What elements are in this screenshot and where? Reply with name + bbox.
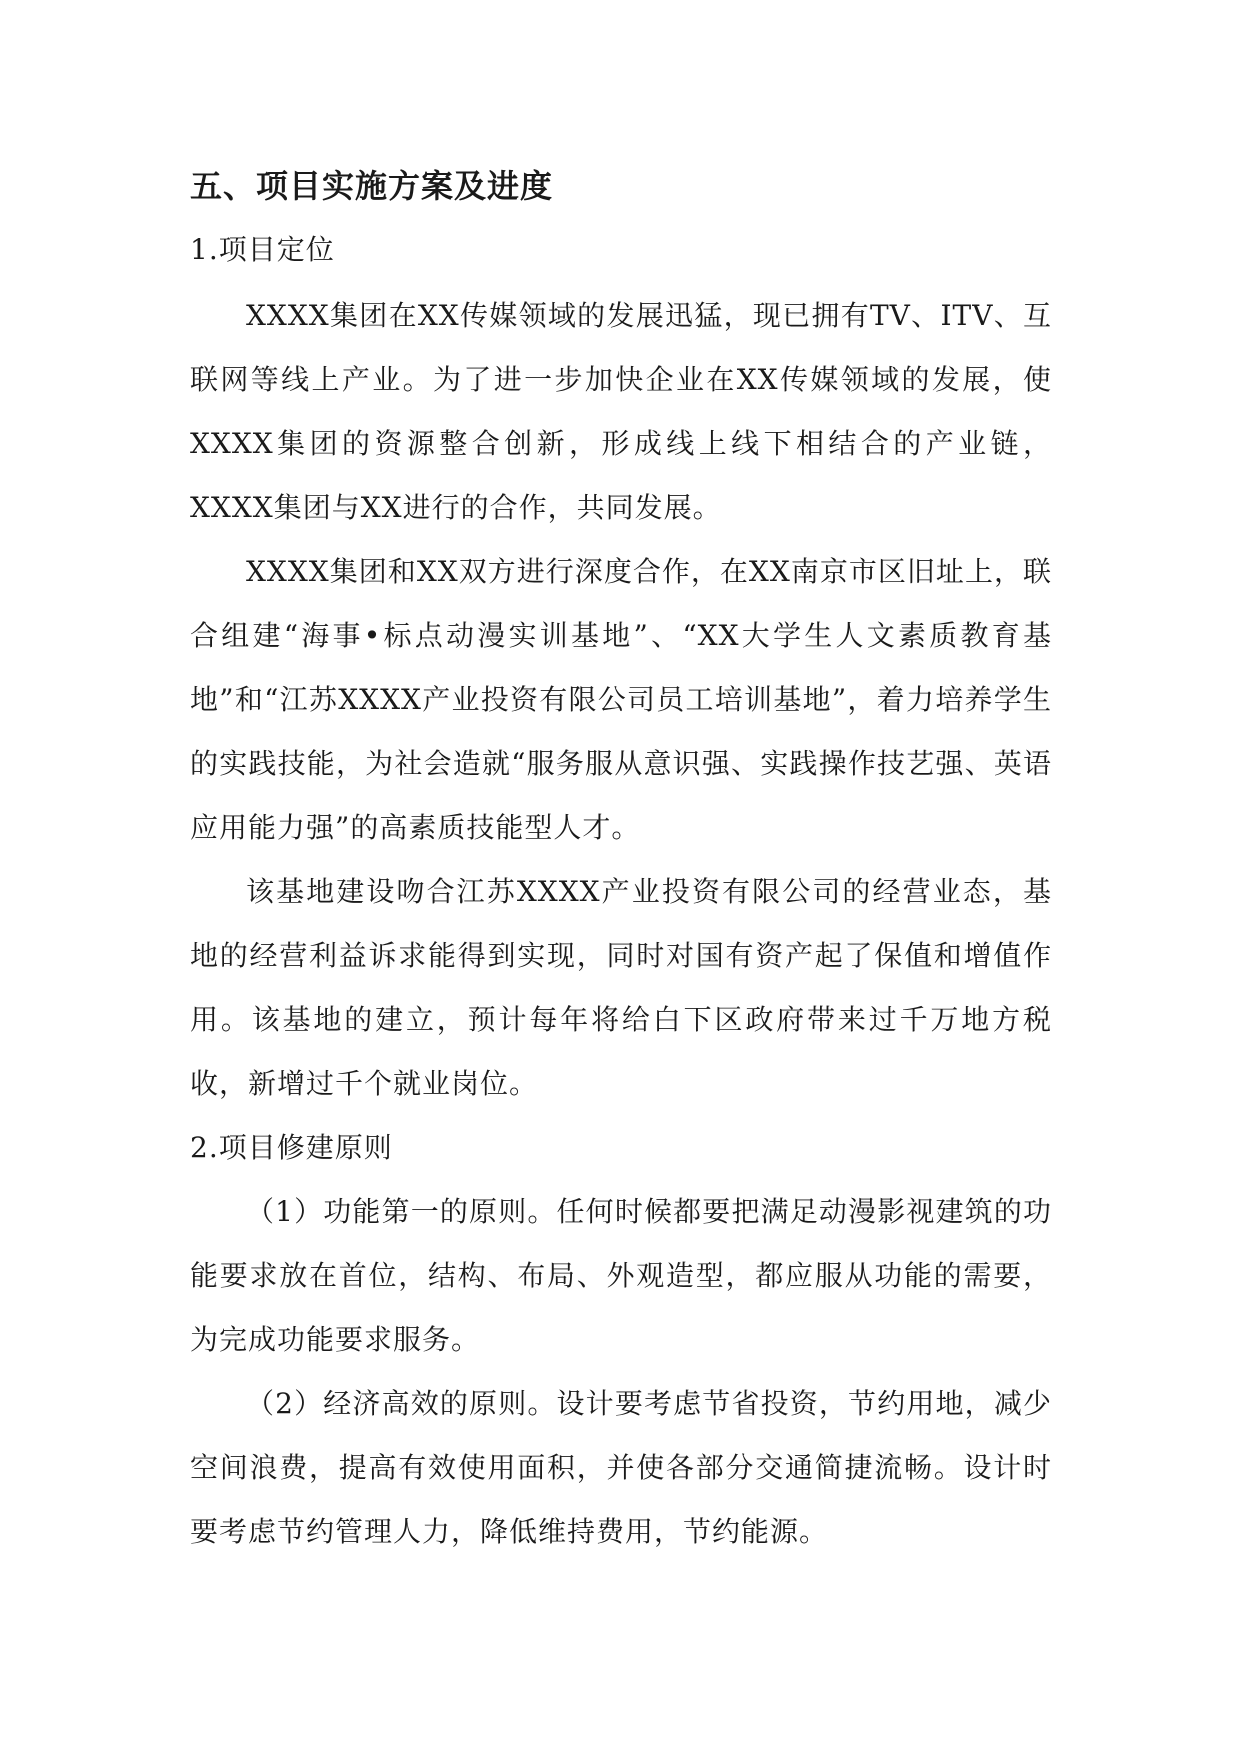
section-heading-construction-principles: 2.项目修建原则	[190, 1131, 393, 1164]
paragraph: 该基地建设吻合江苏XXXX产业投资有限公司的经营业态，基地的经营利益诉求能得到实现，同时对国有资产起了保值和增值作用。该基地的建立，预计每年将给白下区政府带来过千万地方税收，新增过千个就业岗位。	[190, 875, 1052, 1100]
paragraph: （2）经济高效的原则。设计要考虑节省投资，节约用地，减少空间浪费，提高有效使用面积，并使各部分交通简捷流畅。设计时要考虑节约管理人力，降低维持费用，节约能源。	[190, 1387, 1052, 1548]
paragraph: XXXX集团在XX传媒领域的发展迅猛，现已拥有TV、ITV、互联网等线上产业。为了进一步加快企业在XX传媒领域的发展，使XXXX集团的资源整合创新，形成线上线下相结合的产业链，XXXX集团与XX进行的合作，共同发展。	[190, 299, 1052, 524]
paragraph: XXXX集团和XX双方进行深度合作，在XX南京市区旧址上，联合组建“海事•标点动漫实训基地”、“XX大学生人文素质教育基地”和“江苏XXXX产业投资有限公司员工培训基地”，着力培养学生的实践技能，为社会造就“服务服从意识强、实践操作技艺强、英语应用能力强”的高素质技能型人才。	[190, 555, 1052, 844]
paragraph: （1）功能第一的原则。任何时候都要把满足动漫影视建筑的功能要求放在首位，结构、布局、外观造型，都应服从功能的需要，为完成功能要求服务。	[190, 1195, 1052, 1356]
section-heading-project-positioning: 1.项目定位	[190, 233, 335, 266]
page-title: 五、项目实施方案及进度	[190, 167, 554, 205]
document-body	[190, 158, 1052, 1564]
